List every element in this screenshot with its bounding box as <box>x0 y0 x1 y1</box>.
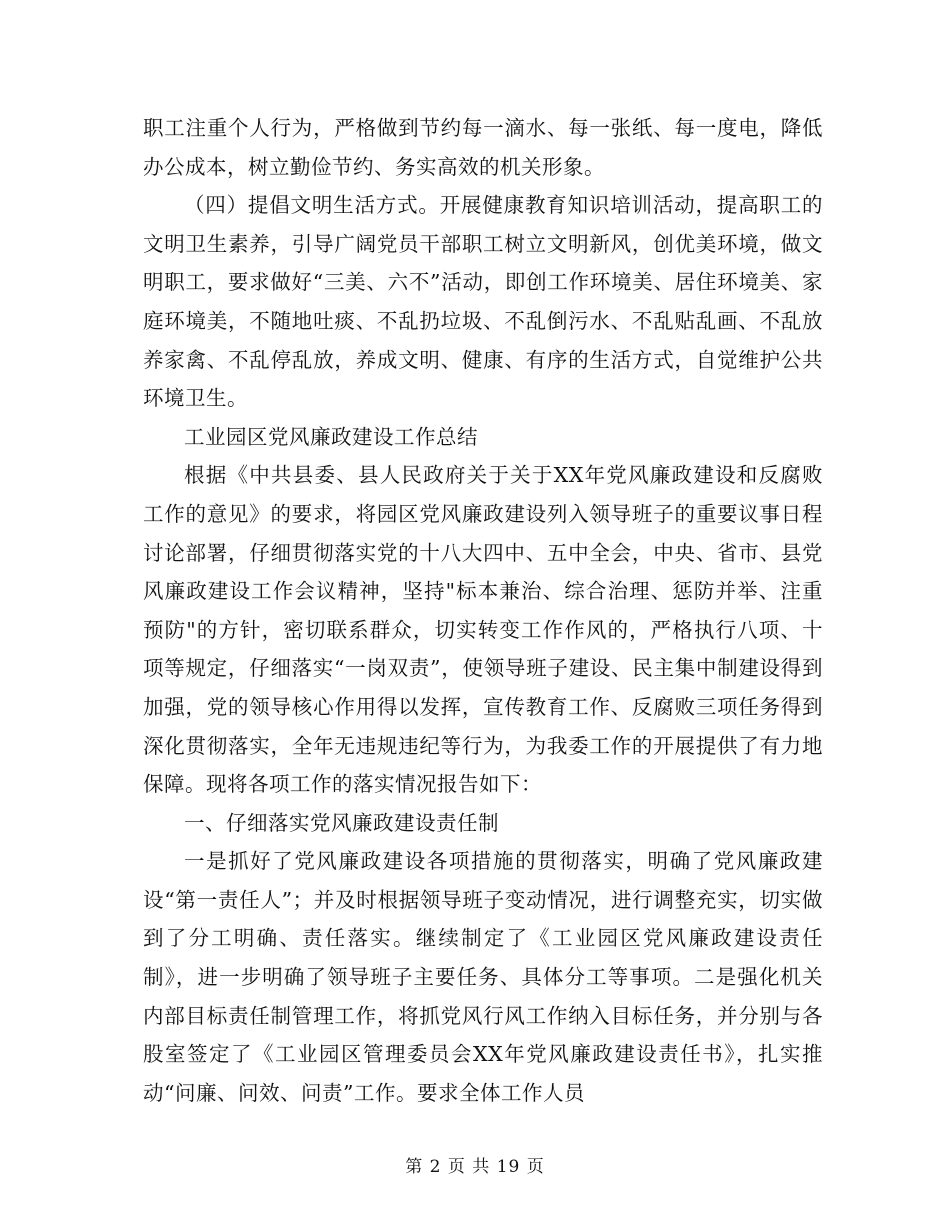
section-title-summary: 工业园区党风廉政建设工作总结 <box>184 424 478 449</box>
page-number-footer: 第 2 页 共 19 页 <box>405 1157 545 1177</box>
paragraph-intro: 根据《中共县委、县人民政府关于关于XX年党风廉政建设和反腐败工作的意见》的要求，将园区党风廉政建设列入领导班子的重要议事日程讨论部署，仔细贯彻落实党的十八大四中、五中全会，中央、省市、县党风廉政建设工作会议精神，坚持"标本兼治、综合治理、惩防并举、注重预防"的方针，密切联系群众，切实转变工作作风的，严格执行八项、十项等规定，仔细落实“一岗双责”，使领导班子建设、民主集中制建设得到加强，党的领导核心作用得以发挥，宣传教育工作、反腐败三项任务得到深化贯彻落实，全年无违规违纪等行为，为我委工作的开展提供了有力地保障。现将各项工作的落实情况报告如下： <box>143 463 823 797</box>
paragraph-civilized-lifestyle: （四）提倡文明生活方式。开展健康教育知识培训活动，提高职工的文明卫生素养，引导广阔党员干部职工树立文明新风，创优美环境，做文明职工，要求做好“三美、六不”活动，即创工作环境美、居住环境美、家庭环境美，不随地吐痰、不乱扔垃圾、不乱倒污水、不乱贴乱画、不乱放养家禽、不乱停乱放，养成文明、健康、有序的生活方式，自觉维护公共环境卫生。 <box>143 193 823 411</box>
paragraph-responsibility-details: 一是抓好了党风廉政建设各项措施的贯彻落实，明确了党风廉政建设“第一责任人”；并及时根据领导班子变动情况，进行调整充实，切实做到了分工明确、责任落实。继续制定了《工业园区党风廉政建设责任制》，进一步明确了领导班子主要任务、具体分工等事项。二是强化机关内部目标责任制管理工作，将抓党风行风工作纳入目标任务，并分别与各股室签定了《工业园区管理委员会XX年党风廉政建设责任书》，扎实推动“问廉、问效、问责”工作。要求全体工作人员 <box>143 849 823 1105</box>
document-body <box>143 109 823 1112</box>
section-heading-responsibility: 一、仔细落实党风廉政建设责任制 <box>184 810 499 835</box>
paragraph-continuation: 职工注重个人行为，严格做到节约每一滴水、每一张纸、每一度电，降低办公成本，树立勤俭节约、务实高效的机关形象。 <box>143 116 823 179</box>
